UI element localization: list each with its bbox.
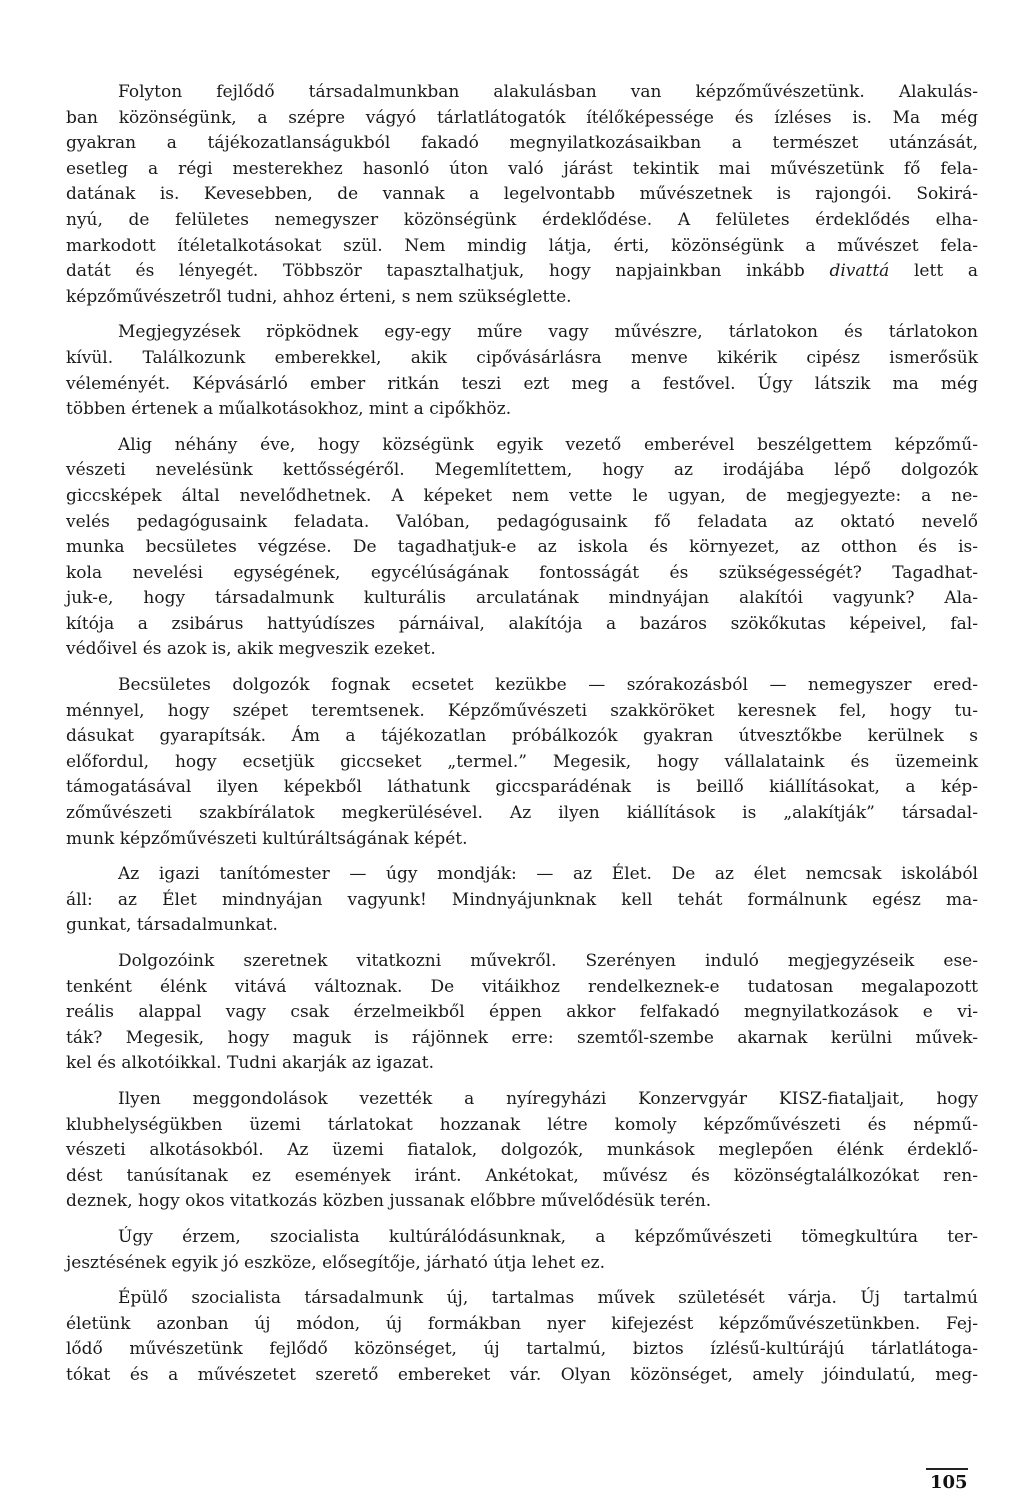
text-line: jesztésének egyik jó eszköze, elősegítője, járható útja lehet ez. (66, 1252, 605, 1273)
text-line: velés pedagógusaink feladata. Valóban, pedagógusaink fő feladata az oktató nevelő (66, 511, 978, 532)
text-line: dést tanúsítanak ez események iránt. Ankétokat, művész és közönségtalálkozókat ren- (66, 1165, 978, 1186)
text-line: ménnyel, hogy szépet teremtsenek. Képzőművészeti szakköröket keresnek fel, hogy tu- (66, 700, 978, 721)
text-line: védőivel és azok is, akik megveszik ezeket. (66, 639, 436, 660)
text-line: tókat és a művészetet szerető embereket vár. Olyan közönséget, amely jóindulatú, meg- (66, 1364, 978, 1385)
text-line: vészeti alkotásokból. Az üzemi fiatalok, dolgozók, munkások meglepően élénk érdeklő- (66, 1140, 978, 1161)
text-line: tenként élénk vitává változnak. De vitáikhoz rendelkeznek-e tudatosan megalapozott (66, 976, 978, 997)
paragraph (66, 1286, 978, 1388)
text-line: esetleg a régi mesterekhez hasonló úton való járást tekintik mai művészetünk fő fela- (66, 158, 978, 179)
text-line: vészeti nevelésünk kettősségéről. Megemlítettem, hogy az irodájába lépő dolgozók (66, 460, 978, 481)
text-line: áll: az Élet mindnyájan vagyunk! Mindnyájunknak kell tehát formálnunk egész ma- (66, 889, 978, 910)
text-line: ták? Megesik, hogy maguk is rájönnek erre: szemtől-szembe akarnak kerülni művek- (66, 1027, 978, 1048)
text-line: képzőművészetről tudni, ahhoz érteni, s nem szükséglette. (66, 286, 572, 307)
text-line: gunkat, társadalmunkat. (66, 915, 278, 936)
text-line: Az igazi tanítómester — úgy mondják: — az Élet. De az élet nemcsak iskolából (118, 864, 978, 885)
paragraph (66, 80, 978, 310)
text-line: előfordul, hogy ecsetjük giccseket „termel.” Megesik, hogy vállalataink és üzemeink (66, 751, 978, 772)
text-line: életünk azonban új módon, új formákban nyer kifejezést képzőművészetünkben. Fej- (66, 1313, 978, 1334)
text-line: dásukat gyarapítsák. Ám a tájékozatlan próbálkozók gyakran útvesztőkbe kerülnek s (66, 726, 978, 747)
text-line: támogatásával ilyen képekből láthatunk giccsparádénak is beillő kiállításokat, a kép- (66, 777, 978, 798)
text-line: Megjegyzések röpködnek egy-egy műre vagy művészre, tárlatokon és tárlatokon (118, 322, 978, 343)
text-line: kívül. Találkozunk emberekkel, akik cipővásárlásra menve kikérik cipész ismerősük (66, 347, 978, 368)
text-line: nyú, de felületes nemegyszer közönségünk érdeklődése. A felületes érdeklődés elha- (66, 209, 978, 230)
document-page (66, 80, 978, 1399)
text-line: reális alappal vagy csak érzelmeikből éppen akkor felfakadó megnyilatkozások e vi- (66, 1002, 978, 1023)
text-line: Alig néhány éve, hogy községünk egyik vezető emberével beszélgettem képzőmű- (118, 434, 978, 455)
text-line: datának is. Kevesebben, de vannak a legelvontabb művészetnek is rajongói. Sokirá- (66, 184, 978, 205)
text-line: Épülő szocialista társadalmunk új, tartalmas művek születését várja. Új tartalmú (118, 1288, 978, 1309)
text-line: Folyton fejlődő társadalmunkban alakulásban van képzőművészetünk. Alakulás- (118, 82, 978, 102)
paragraph (66, 1087, 978, 1215)
paragraph (66, 1225, 978, 1276)
paragraph (66, 862, 978, 939)
text-line: lődő művészetünk fejlődő közönséget, új tartalmú, biztos ízlésű-kultúrájú tárlatlátoga- (66, 1339, 978, 1360)
page-number-rule (926, 1468, 968, 1470)
text-line: deznek, hogy okos vitatkozás közben jussanak előbbre művelődésük terén. (66, 1191, 712, 1212)
page-number: 105 (930, 1472, 968, 1493)
text-line: kítója a zsibárus hattyúdíszes párnáival, alakítója a bazáros szökőkutas képeivel, fal- (66, 613, 978, 634)
text-line: véleményét. Képvásárló ember ritkán teszi ezt meg a festővel. Úgy látszik ma még (66, 373, 978, 394)
text-line: többen értenek a műalkotásokhoz, mint a cipőkhöz. (66, 399, 512, 420)
text-line: juk-e, hogy társadalmunk kulturális arculatának mindnyájan alakítói vagyunk? Ala- (66, 588, 978, 609)
text-line: Ilyen meggondolások vezették a nyíregyházi Konzervgyár KISZ-fiataljait, hogy (118, 1088, 978, 1109)
text-line: munk képzőművészeti kultúráltságának képét. (66, 828, 468, 849)
text-line: Dolgozóink szeretnek vitatkozni művekről. Szerényen induló megjegyzéseik ese- (118, 951, 978, 971)
emphasis: divattá (829, 261, 890, 282)
paragraph (66, 320, 978, 422)
text-line: kel és alkotóikkal. Tudni akarják az igazat. (66, 1053, 435, 1074)
text-line: Úgy érzem, szocialista kultúrálódásunknak, a képzőművészeti tömegkultúra ter- (118, 1226, 978, 1247)
text-line: datát és lényegét. Többször tapasztalhatjuk, hogy napjainkban inkább divattá lett a (66, 261, 978, 282)
text-line: gyakran a tájékozatlanságukból fakadó megnyilatkozásaikban a természet utánzását, (66, 133, 978, 154)
text-line: munka becsületes végzése. De tagadhatjuk-e az iskola és környezet, az otthon és is- (66, 537, 978, 558)
text-line: klubhelységükben üzemi tárlatokat hozzanak létre komoly képzőművészeti és népmű- (66, 1114, 978, 1135)
text-line: giccsképek által nevelődhetnek. A képeket nem vette le ugyan, de megjegyezte: a ne- (66, 485, 978, 506)
text-line: markodott ítéletalkotásokat szül. Nem mindig látja, érti, közönségünk a művészet fela- (66, 235, 978, 256)
text-line: ban közönségünk, a szépre vágyó tárlatlátogatók ítélőképessége és ízléses is. Ma még (66, 107, 978, 128)
paragraph (66, 673, 978, 852)
text-line: zőművészeti szakbírálatok megkerülésével. Az ilyen kiállítások is „alakítják” társadal- (66, 803, 978, 824)
text-line: Becsületes dolgozók fognak ecsetet kezükbe — szórakozásból — nemegyszer ered- (118, 675, 978, 696)
paragraph (66, 433, 978, 663)
text-line: kola nevelési egységének, egycélúságának fontosságát és szükségességét? Tagadhat- (66, 562, 978, 583)
paragraph (66, 949, 978, 1077)
